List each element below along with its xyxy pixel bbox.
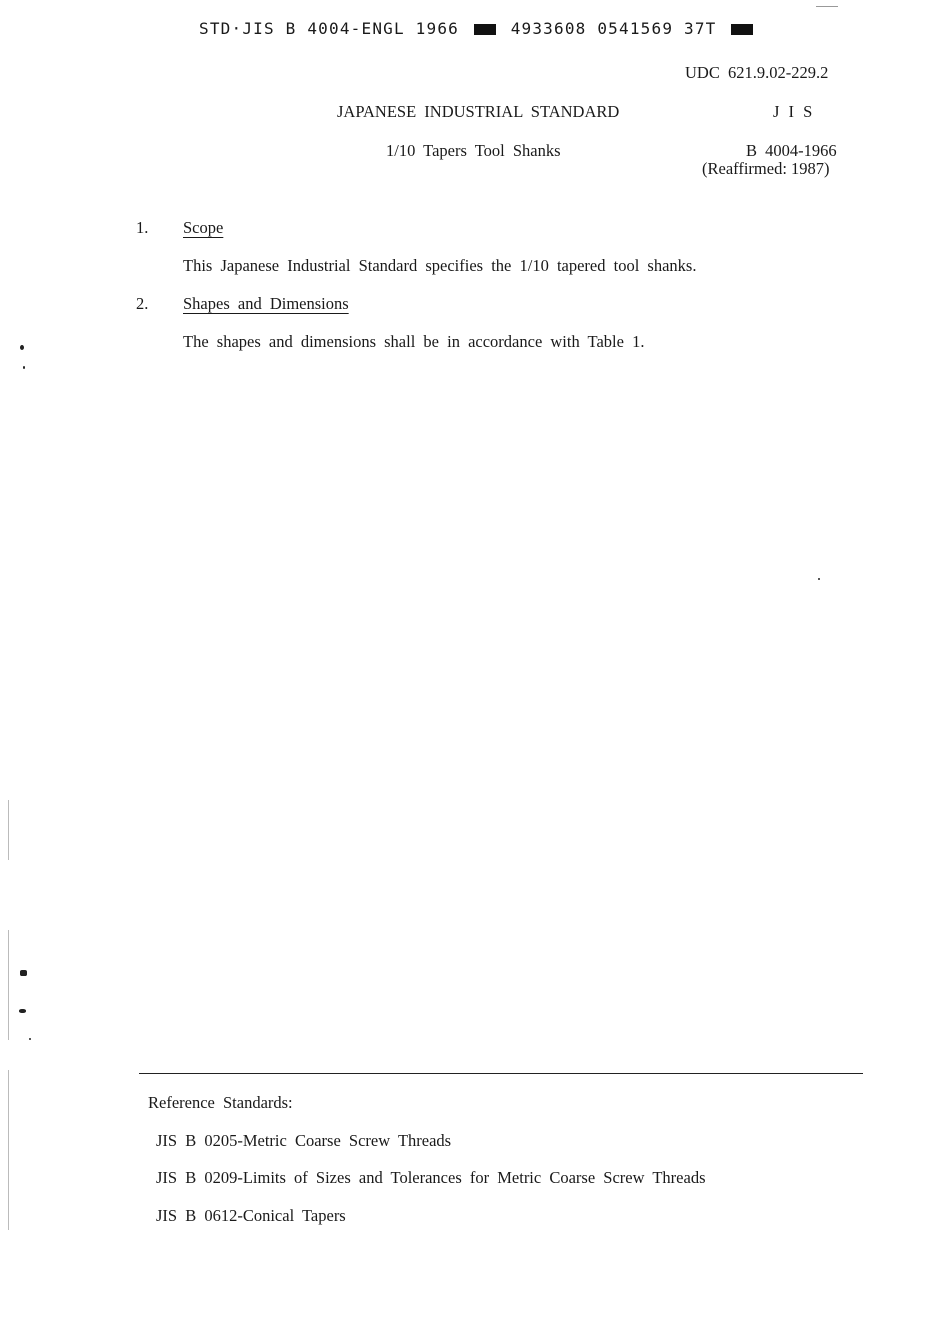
scan-speck bbox=[818, 578, 820, 580]
scan-speck bbox=[23, 366, 25, 369]
redaction-block bbox=[474, 24, 496, 35]
document-code-line bbox=[199, 19, 757, 38]
document-title: 1/10 Tapers Tool Shanks bbox=[386, 141, 561, 160]
scan-mark bbox=[816, 6, 838, 7]
reaffirmed-date: (Reaffirmed: 1987) bbox=[702, 159, 830, 178]
jis-mark: J I S bbox=[773, 102, 813, 121]
reference-title: Reference Standards: bbox=[148, 1093, 293, 1112]
reference-item: JIS B 0209-Limits of Sizes and Tolerances for Metric Coarse Screw Threads bbox=[156, 1168, 706, 1187]
scan-edge-line bbox=[8, 930, 9, 1040]
reference-item: JIS B 0205-Metric Coarse Screw Threads bbox=[156, 1131, 452, 1150]
section-heading-scope: Scope bbox=[183, 218, 224, 237]
section-number: 2. bbox=[136, 294, 149, 313]
reference-item: JIS B 0612-Conical Tapers bbox=[156, 1206, 346, 1225]
section-number: 1. bbox=[136, 218, 149, 237]
section-heading-shapes: Shapes and Dimensions bbox=[183, 294, 349, 313]
section-body-scope: This Japanese Industrial Standard specifies the 1/10 tapered tool shanks. bbox=[183, 256, 697, 275]
section-body-shapes: The shapes and dimensions shall be in accordance with Table 1. bbox=[183, 332, 645, 351]
standard-number: B 4004-1966 bbox=[746, 141, 837, 160]
scan-edge-line bbox=[8, 1070, 9, 1230]
scan-speck bbox=[20, 345, 24, 350]
document-serial: 4933608 0541569 37T bbox=[510, 19, 717, 38]
footer-rule bbox=[139, 1073, 863, 1074]
standard-label: JAPANESE INDUSTRIAL STANDARD bbox=[337, 102, 620, 121]
scan-speck bbox=[20, 970, 27, 976]
scan-speck bbox=[29, 1038, 31, 1040]
udc-code: UDC 621.9.02-229.2 bbox=[685, 63, 829, 82]
document-code: STD·JIS B 4004-ENGL 1966 bbox=[199, 19, 459, 38]
scan-edge-line bbox=[8, 800, 9, 860]
scan-speck bbox=[19, 1009, 26, 1013]
redaction-block bbox=[731, 24, 753, 35]
